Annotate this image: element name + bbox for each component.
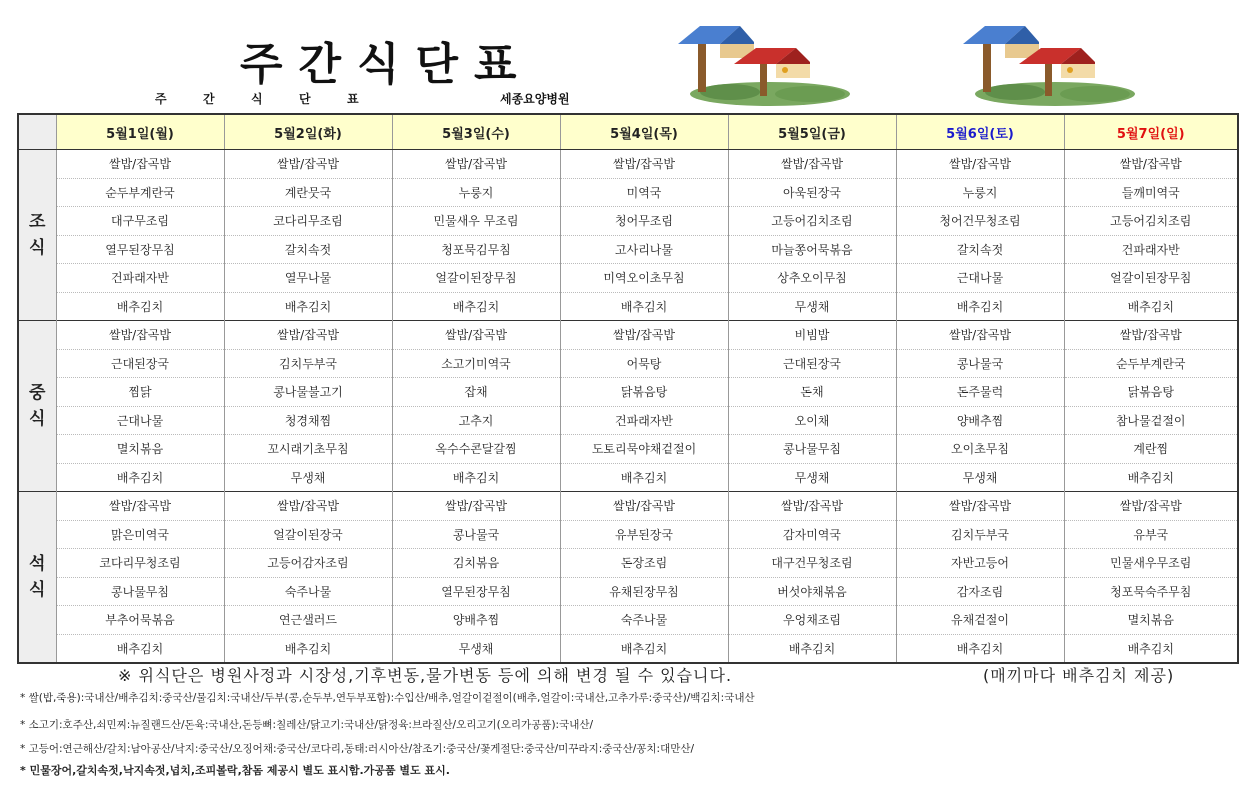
menu-cell: 고등어김치조림 bbox=[1064, 207, 1238, 236]
menu-row bbox=[18, 435, 1238, 464]
menu-row bbox=[18, 292, 1238, 321]
menu-cell: 배추김치 bbox=[1064, 463, 1238, 492]
menu-cell: 배추김치 bbox=[896, 292, 1064, 321]
day-header: 5월1일(월) bbox=[56, 114, 224, 150]
menu-row bbox=[18, 235, 1238, 264]
menu-cell: 유채된장무침 bbox=[560, 577, 728, 606]
day-header-saturday: 5월6일(토) bbox=[896, 114, 1064, 150]
menu-cell: 쌀밥/잡곡밥 bbox=[224, 492, 392, 521]
kimchi-notice: (매끼마다 배추김치 제공) bbox=[983, 666, 1175, 685]
page-title: 주간식단표 bbox=[240, 39, 533, 90]
menu-cell: 쌀밥/잡곡밥 bbox=[896, 492, 1064, 521]
menu-cell: 배추김치 bbox=[1064, 292, 1238, 321]
menu-row bbox=[18, 178, 1238, 207]
menu-cell: 쌀밥/잡곡밥 bbox=[560, 492, 728, 521]
menu-cell: 멸치볶음 bbox=[56, 435, 224, 464]
menu-cell: 도토리묵야채겉절이 bbox=[560, 435, 728, 464]
menu-cell: 미역오이초무침 bbox=[560, 264, 728, 293]
menu-cell: 쌀밥/잡곡밥 bbox=[560, 150, 728, 179]
menu-cell: 돈장조림 bbox=[560, 549, 728, 578]
menu-cell: 얼갈이된장국 bbox=[224, 520, 392, 549]
menu-cell: 상추오이무침 bbox=[728, 264, 896, 293]
menu-cell: 배추김치 bbox=[224, 292, 392, 321]
menu-cell: 쌀밥/잡곡밥 bbox=[392, 321, 560, 350]
menu-cell: 미역국 bbox=[560, 178, 728, 207]
menu-cell: 자반고등어 bbox=[896, 549, 1064, 578]
menu-cell: 쌀밥/잡곡밥 bbox=[560, 321, 728, 350]
menu-cell: 멸치볶음 bbox=[1064, 606, 1238, 635]
menu-cell: 갈치속젓 bbox=[896, 235, 1064, 264]
menu-row bbox=[18, 264, 1238, 293]
menu-cell: 콩나물무침 bbox=[728, 435, 896, 464]
menu-cell: 민물새우무조림 bbox=[1064, 549, 1238, 578]
menu-cell: 누룽지 bbox=[896, 178, 1064, 207]
menu-cell: 배추김치 bbox=[224, 634, 392, 663]
menu-cell: 닭볶음탕 bbox=[560, 378, 728, 407]
menu-cell: 김치볶음 bbox=[392, 549, 560, 578]
menu-cell: 열무나물 bbox=[224, 264, 392, 293]
meal-label bbox=[18, 492, 56, 663]
menu-cell: 무생채 bbox=[392, 634, 560, 663]
menu-cell: 오이채 bbox=[728, 406, 896, 435]
menu-row bbox=[18, 463, 1238, 492]
header-corner bbox=[18, 114, 56, 150]
menu-cell: 콩나물불고기 bbox=[224, 378, 392, 407]
menu-cell: 열무된장무침 bbox=[56, 235, 224, 264]
menu-cell: 들깨미역국 bbox=[1064, 178, 1238, 207]
menu-cell: 배추김치 bbox=[728, 634, 896, 663]
menu-cell: 참나물겉절이 bbox=[1064, 406, 1238, 435]
menu-cell: 배추김치 bbox=[392, 463, 560, 492]
menu-cell: 건파래자반 bbox=[1064, 235, 1238, 264]
menu-cell: 근대나물 bbox=[56, 406, 224, 435]
menu-row bbox=[18, 207, 1238, 236]
menu-row bbox=[18, 492, 1238, 521]
menu-cell: 연근샐러드 bbox=[224, 606, 392, 635]
day-header: 5월3일(수) bbox=[392, 114, 560, 150]
menu-cell: 배추김치 bbox=[896, 634, 1064, 663]
menu-row bbox=[18, 349, 1238, 378]
menu-cell: 우엉채조림 bbox=[728, 606, 896, 635]
menu-cell: 콩나물국 bbox=[896, 349, 1064, 378]
menu-cell: 청포묵김무침 bbox=[392, 235, 560, 264]
subtitle-char: 주 bbox=[155, 92, 167, 106]
subtitle-char: 식 bbox=[251, 92, 263, 106]
subtitle-char: 간 bbox=[203, 92, 215, 106]
menu-cell: 비빔밥 bbox=[728, 321, 896, 350]
menu-cell: 쌀밥/잡곡밥 bbox=[224, 150, 392, 179]
menu-cell: 어묵탕 bbox=[560, 349, 728, 378]
menu-cell: 청어무조림 bbox=[560, 207, 728, 236]
menu-cell: 찜닭 bbox=[56, 378, 224, 407]
meal-label-char: 중 bbox=[29, 383, 46, 403]
menu-cell: 숙주나물 bbox=[224, 577, 392, 606]
menu-cell: 김치두부국 bbox=[224, 349, 392, 378]
menu-row bbox=[18, 321, 1238, 350]
menu-cell: 순두부계란국 bbox=[1064, 349, 1238, 378]
menu-cell: 근대나물 bbox=[896, 264, 1064, 293]
weekly-menu-table bbox=[17, 113, 1239, 664]
menu-cell: 무생채 bbox=[728, 463, 896, 492]
menu-cell: 코다리무청조림 bbox=[56, 549, 224, 578]
menu-cell: 마늘쫑어묵볶음 bbox=[728, 235, 896, 264]
subtitle-char: 표 bbox=[347, 92, 359, 106]
menu-row bbox=[18, 150, 1238, 179]
house-illustration-icon bbox=[660, 22, 870, 107]
meal-label-char: 식 bbox=[29, 409, 46, 429]
menu-cell: 고등어김치조림 bbox=[728, 207, 896, 236]
menu-cell: 소고기미역국 bbox=[392, 349, 560, 378]
menu-cell: 고추지 bbox=[392, 406, 560, 435]
day-header: 5월5일(금) bbox=[728, 114, 896, 150]
menu-cell: 맑은미역국 bbox=[56, 520, 224, 549]
menu-cell: 순두부계란국 bbox=[56, 178, 224, 207]
menu-cell: 부추어묵볶음 bbox=[56, 606, 224, 635]
menu-cell: 유부국 bbox=[1064, 520, 1238, 549]
menu-cell: 쌀밥/잡곡밥 bbox=[896, 150, 1064, 179]
meal-label-char: 식 bbox=[29, 238, 46, 258]
menu-cell: 감자미역국 bbox=[728, 520, 896, 549]
menu-cell: 근대된장국 bbox=[56, 349, 224, 378]
menu-cell: 고사리나물 bbox=[560, 235, 728, 264]
menu-cell: 쌀밥/잡곡밥 bbox=[224, 321, 392, 350]
meal-label bbox=[18, 321, 56, 492]
menu-cell: 콩나물무침 bbox=[56, 577, 224, 606]
day-header-row bbox=[18, 114, 1238, 150]
meal-label-char: 식 bbox=[29, 579, 46, 600]
origin-line: * 쌀(밥,죽용):국내산/배추김치:중국산/물김치:국내산/두부(콩,순두부,연두부포함):수입산/배추,얼갈이겉절이(배추,얼갈이:국내산,고추가루:중국산)/백김치:국내산 bbox=[20, 692, 755, 704]
menu-cell: 돈주물럭 bbox=[896, 378, 1064, 407]
menu-cell: 쌀밥/잡곡밥 bbox=[56, 492, 224, 521]
menu-cell: 닭볶음탕 bbox=[1064, 378, 1238, 407]
menu-cell: 배추김치 bbox=[560, 463, 728, 492]
menu-cell: 쌀밥/잡곡밥 bbox=[1064, 321, 1238, 350]
menu-cell: 옥수수콘달갈찜 bbox=[392, 435, 560, 464]
menu-cell: 건파래자반 bbox=[560, 406, 728, 435]
menu-cell: 열무된장무침 bbox=[392, 577, 560, 606]
menu-cell: 코다리무조림 bbox=[224, 207, 392, 236]
day-header: 5월4일(목) bbox=[560, 114, 728, 150]
menu-cell: 쌀밥/잡곡밥 bbox=[1064, 492, 1238, 521]
menu-cell: 감자조림 bbox=[896, 577, 1064, 606]
menu-cell: 쌀밥/잡곡밥 bbox=[56, 321, 224, 350]
meal-label-char: 석 bbox=[29, 553, 46, 574]
subtitle-char: 단 bbox=[299, 92, 311, 106]
menu-cell: 청어건무청조림 bbox=[896, 207, 1064, 236]
menu-cell: 얼갈이된장무침 bbox=[392, 264, 560, 293]
menu-cell: 김치두부국 bbox=[896, 520, 1064, 549]
menu-cell: 쌀밥/잡곡밥 bbox=[1064, 150, 1238, 179]
menu-cell: 양배추찜 bbox=[896, 406, 1064, 435]
meal-label bbox=[18, 150, 56, 321]
hospital-name: 세종요양병원 bbox=[500, 92, 570, 106]
menu-cell: 쌀밥/잡곡밥 bbox=[56, 150, 224, 179]
meal-label-char: 조 bbox=[29, 212, 46, 232]
house-illustration-icon bbox=[945, 22, 1155, 107]
menu-cell: 대구건무청조림 bbox=[728, 549, 896, 578]
menu-cell: 갈치속젓 bbox=[224, 235, 392, 264]
menu-cell: 배추김치 bbox=[56, 292, 224, 321]
menu-cell: 양배추찜 bbox=[392, 606, 560, 635]
menu-cell: 무생채 bbox=[728, 292, 896, 321]
menu-cell: 쌀밥/잡곡밥 bbox=[896, 321, 1064, 350]
menu-row bbox=[18, 549, 1238, 578]
menu-cell: 유부된장국 bbox=[560, 520, 728, 549]
menu-cell: 배추김치 bbox=[392, 292, 560, 321]
menu-cell: 배추김치 bbox=[560, 634, 728, 663]
menu-row bbox=[18, 577, 1238, 606]
origin-line-bold: * 민물장어,갈치속젓,낙지속젓,넙치,조피볼락,참돔 제공시 별도 표시함.가공품 별도 표시. bbox=[20, 764, 450, 777]
menu-cell: 민물새우 무조림 bbox=[392, 207, 560, 236]
menu-cell: 잡채 bbox=[392, 378, 560, 407]
menu-row bbox=[18, 378, 1238, 407]
menu-cell: 계란뭇국 bbox=[224, 178, 392, 207]
menu-cell: 배추김치 bbox=[56, 634, 224, 663]
menu-row bbox=[18, 520, 1238, 549]
menu-cell: 배추김치 bbox=[560, 292, 728, 321]
menu-cell: 버섯야채볶음 bbox=[728, 577, 896, 606]
menu-cell: 쌀밥/잡곡밥 bbox=[392, 150, 560, 179]
menu-change-notice: ※ 위식단은 병원사정과 시장성,기후변동,물가변동 등에 의해 변경 될 수 있습니다. bbox=[118, 666, 733, 685]
menu-cell: 배추김치 bbox=[1064, 634, 1238, 663]
day-header: 5월2일(화) bbox=[224, 114, 392, 150]
menu-cell: 오이초무침 bbox=[896, 435, 1064, 464]
menu-cell: 쌀밥/잡곡밥 bbox=[728, 150, 896, 179]
menu-row bbox=[18, 634, 1238, 663]
menu-cell: 배추김치 bbox=[56, 463, 224, 492]
menu-cell: 돈채 bbox=[728, 378, 896, 407]
menu-cell: 무생채 bbox=[224, 463, 392, 492]
menu-cell: 누룽지 bbox=[392, 178, 560, 207]
menu-row bbox=[18, 606, 1238, 635]
origin-line: * 고등어:연근해산/갈치:남아공산/낙지:중국산/오징어채:중국산/코다리,동태:러시아산/참조기:중국산/꽃게절단:중국산/미꾸라지:중국산/꽁치:대만산/ bbox=[20, 743, 695, 755]
menu-cell: 유채겉절이 bbox=[896, 606, 1064, 635]
menu-row bbox=[18, 406, 1238, 435]
subtitle bbox=[155, 90, 395, 107]
menu-cell: 무생채 bbox=[896, 463, 1064, 492]
menu-cell: 고등어감자조림 bbox=[224, 549, 392, 578]
menu-cell: 건파래자반 bbox=[56, 264, 224, 293]
menu-cell: 청경채찜 bbox=[224, 406, 392, 435]
menu-cell: 아욱된장국 bbox=[728, 178, 896, 207]
menu-cell: 콩나물국 bbox=[392, 520, 560, 549]
menu-cell: 청포묵숙주무침 bbox=[1064, 577, 1238, 606]
menu-cell: 계란찜 bbox=[1064, 435, 1238, 464]
menu-cell: 쌀밥/잡곡밥 bbox=[392, 492, 560, 521]
menu-cell: 대구무조림 bbox=[56, 207, 224, 236]
menu-cell: 쌀밥/잡곡밥 bbox=[728, 492, 896, 521]
menu-cell: 꼬시래기초무침 bbox=[224, 435, 392, 464]
day-header-sunday: 5월7일(일) bbox=[1064, 114, 1238, 150]
origin-line: * 소고기:호주산,쇠민찌:뉴질랜드산/돈육:국내산,돈등뼈:칠레산/닭고기:국내산/닭정육:브라질산/오리고기(오리가공품):국내산/ bbox=[20, 719, 594, 731]
menu-cell: 얼갈이된장무침 bbox=[1064, 264, 1238, 293]
menu-cell: 숙주나물 bbox=[560, 606, 728, 635]
menu-cell: 근대된장국 bbox=[728, 349, 896, 378]
